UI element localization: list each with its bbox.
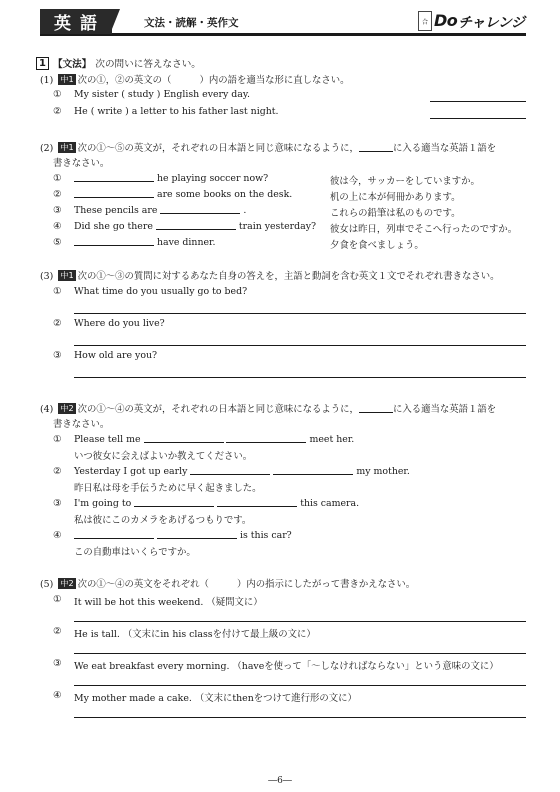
q4-item-2-number: ② [53, 466, 62, 477]
q2-instruction: (2) 中1 次の①～⑤の英文が，それぞれの日本語と同じ意味になるように， に入る適当な英語１語を [40, 142, 497, 154]
svg-text:合: 合 [421, 19, 429, 26]
q4-item-3-number: ③ [53, 498, 62, 509]
q5-item-4-number: ④ [53, 690, 62, 701]
q4-item-4-japanese: この自動車はいくらですか。 [74, 547, 196, 558]
q4-item-4-text: is this car? [74, 530, 292, 541]
q2-item-3-japanese: これらの鉛筆は私のものです。 [330, 208, 461, 219]
q2-item-2-text: are some books on the desk. [74, 189, 292, 200]
q4-instruction-cont: 書きなさい。 [53, 419, 110, 430]
level-badge: 中1 [60, 142, 74, 152]
section-number: 1 [36, 57, 49, 70]
q3-item-2-number: ② [53, 318, 62, 329]
level-badge: 中1 [60, 74, 74, 84]
q4-item-1-japanese: いつ彼女に会えばよいか教えてください。 [74, 451, 253, 462]
answer-blank[interactable] [190, 474, 270, 475]
q4-item-1-text: Please tell me meet her. [74, 434, 355, 445]
answer-blank[interactable] [144, 442, 224, 443]
section-instruction: 次の問いに答えなさい。 [95, 59, 201, 70]
q2-item-4-japanese: 彼女は昨日，列車でそこへ行ったのですか。 [330, 224, 518, 235]
q2-item-3-text: These pencils are . [74, 205, 247, 216]
q3-item-1-text: What time do you usually go to bed? [74, 286, 248, 297]
answer-blank[interactable] [74, 245, 154, 246]
q1-item-1-number: ① [53, 89, 62, 100]
q2-item-2-japanese: 机の上に本が何冊かあります。 [330, 192, 461, 203]
level-badge: 中2 [60, 578, 74, 588]
q5-item-4-text: My mother made a cake. （文末にthenをつけて進行形の文に） [74, 693, 357, 704]
answer-blank[interactable] [156, 229, 236, 230]
q1-item-2-answer-line[interactable] [430, 118, 526, 119]
q1-item-2-number: ② [53, 106, 62, 117]
do-challenge-logo [418, 11, 526, 32]
q2-item-5-number: ⑤ [53, 237, 62, 248]
subject-label: 英語 [40, 9, 112, 34]
q3-item-3-answer-line[interactable] [74, 377, 526, 378]
level-badge: 中2 [60, 403, 74, 413]
page-number: ―6― [268, 776, 292, 786]
q4-item-3-japanese: 私は彼にこのカメラをあげるつもりです。 [74, 515, 252, 526]
q4-item-2-japanese: 昨日私は母を手伝うために早く起きました。 [74, 483, 262, 494]
answer-blank[interactable] [217, 506, 297, 507]
section-tag: 【文法】 [53, 59, 92, 70]
answer-blank[interactable] [157, 538, 237, 539]
q4-item-3-text: I'm going to this camera. [74, 498, 360, 509]
q3-item-1-answer-line[interactable] [74, 313, 526, 314]
q5-item-1-answer-line[interactable] [74, 621, 526, 622]
logo-prefix: Do [434, 11, 458, 30]
q5-item-3-answer-line[interactable] [74, 685, 526, 686]
q5-item-1-number: ① [53, 594, 62, 605]
q5-item-3-number: ③ [53, 658, 62, 669]
q3-item-2-text: Where do you live? [74, 318, 165, 329]
subject-slant [110, 9, 120, 34]
q1-instruction: (1) 中1 次の①，②の英文の（ ）内の語を適当な形に直しなさい。 [40, 74, 350, 86]
answer-blank[interactable] [74, 181, 154, 182]
level-badge: 中1 [60, 270, 74, 280]
q5-item-2-answer-line[interactable] [74, 653, 526, 654]
answer-blank[interactable] [273, 474, 353, 475]
answer-blank[interactable] [226, 442, 306, 443]
q5-item-3-text: We eat breakfast every morning. （haveを使って「～しなければならない」という意味の文に） [74, 661, 499, 672]
answer-blank[interactable] [74, 197, 154, 198]
q5-item-4-answer-line[interactable] [74, 717, 526, 718]
q1-item-1-answer-line[interactable] [430, 101, 526, 102]
q4-item-4-number: ④ [53, 530, 62, 541]
q5-item-1-text: It will be hot this weekend. （疑問文に） [74, 597, 263, 608]
q1-item-2-text: He ( write ) a letter to his father last night. [74, 106, 279, 117]
answer-blank[interactable] [160, 213, 240, 214]
q2-item-2-number: ② [53, 189, 62, 200]
q2-instruction-cont: 書きなさい。 [53, 158, 110, 169]
q3-item-3-text: How old are you? [74, 350, 158, 361]
q3-item-3-number: ③ [53, 350, 62, 361]
q2-item-5-text: have dinner. [74, 237, 216, 248]
q4-item-1-number: ① [53, 434, 62, 445]
q2-item-1-number: ① [53, 173, 62, 184]
q2-item-4-number: ④ [53, 221, 62, 232]
logo-text: チャレンジ [458, 15, 525, 31]
q3-item-2-answer-line[interactable] [74, 345, 526, 346]
q2-item-1-japanese: 彼は今，サッカーをしていますか。 [330, 176, 480, 187]
q3-instruction: (3) 中1 次の①～③の質問に対するあなた自身の答えを，主語と動詞を含む英文１文でそれぞれ書きなさい。 [40, 270, 500, 282]
q5-item-2-number: ② [53, 626, 62, 637]
header-subtitle: 文法・読解・英作文 [144, 17, 239, 29]
q4-item-2-text: Yesterday I got up early my mother. [74, 466, 410, 477]
q4-instruction: (4) 中2 次の①～④の英文が，それぞれの日本語と同じ意味になるように， に入る適当な英語１語を [40, 403, 497, 415]
page-header [40, 9, 526, 36]
answer-blank[interactable] [134, 506, 214, 507]
q2-item-1-text: he playing soccer now? [74, 173, 268, 184]
q1-item-1-text: My sister ( study ) English every day. [74, 89, 250, 100]
q2-item-3-number: ③ [53, 205, 62, 216]
q2-item-5-japanese: 夕食を食べましょう。 [330, 240, 424, 251]
q3-item-1-number: ① [53, 286, 62, 297]
q5-item-2-text: He is tall. （文末にin his classを付けて最上級の文に） [74, 629, 316, 640]
section-heading [36, 56, 201, 70]
q2-item-4-text: Did she go there train yesterday? [74, 221, 317, 232]
q5-instruction: (5) 中2 次の①～④の英文をそれぞれ（ ）内の指示にしたがって書きかえなさい。 [40, 578, 416, 590]
answer-blank[interactable] [74, 538, 154, 539]
